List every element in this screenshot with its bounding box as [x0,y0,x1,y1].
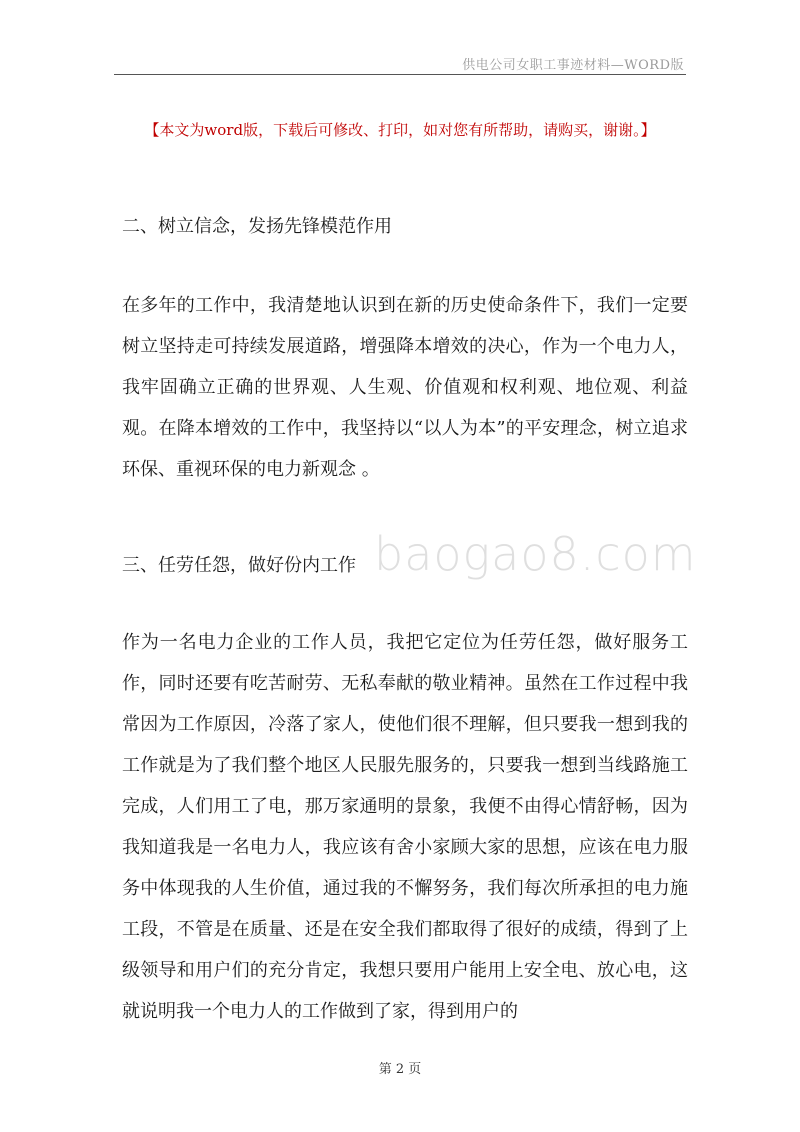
section-heading-2: 二、树立信念，发扬先锋模范作用 [122,216,392,237]
purchase-notice: 【本文为word版，下载后可修改、打印，如对您有所帮助，请购买，谢谢。】 [144,121,656,139]
site-watermark: baogao8.com [374,527,697,581]
section-heading-3: 三、任劳任怨，做好份内工作 [122,555,356,576]
section-paragraph-2: 在多年的工作中，我清楚地认识到在新的历史使命条件下，我们一定要树立坚持走可持续发展道路，增强降本增效的决心，作为一个电力人，我牢固确立正确的世界观、人生观、价值观和权利观、地位观、利益观。在降本增效的工作中，我坚持以“以人为本”的平安理念，树立追求环保、重视环保的电力新观念 。 [122,295,688,480]
page-number: 第 2 页 [378,1062,422,1077]
header-divider [114,74,686,75]
section-paragraph-3: 作为一名电力企业的工作人员，我把它定位为任劳任怨，做好服务工作，同时还要有吃苦耐劳、无私奉献的敬业精神。虽然在工作过程中我常因为工作原因，冷落了家人，使他们很不理解，但只要我一想到我的工作就是为了我们整个地区人民服先服务的，只要我一想到当线路施工完成，人们用工了电，那万家通明的景象，我便不由得心情舒畅，因为我知道我是一名电力人，我应该有舍小家顾大家的思想，应该在电力服务中体现我的人生价值，通过我的不懈努务，我们每次所承担的电力施工段，不管是在质量、还是在安全我们都取得了很好的成绩，得到了上级领导和用户们的充分肯定，我想只要用户能用上安全电、放心电，这就说明我一个电力人的工作做到了家，得到用户的 [122,632,688,1022]
header-title: 供电公司女职工事迹材料—WORD版 [462,58,684,73]
